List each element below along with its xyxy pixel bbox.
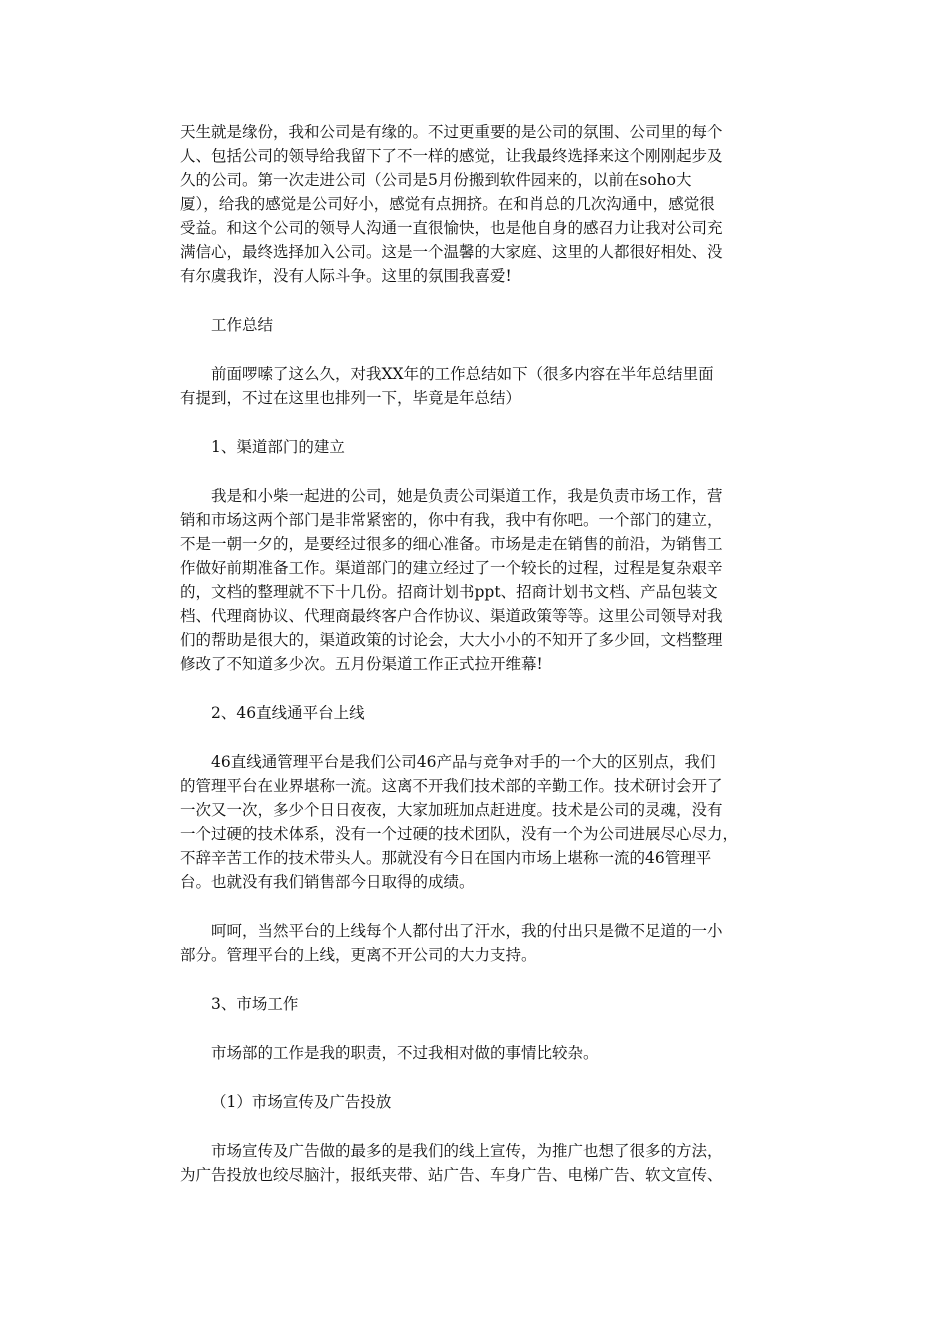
- text-line: 的管理平台在业界堪称一流。这离不开我们技术部的辛勤工作。技术研讨会开了: [180, 777, 723, 795]
- text-line: 市场部的工作是我的职责，不过我相对做的事情比较杂。: [211, 1044, 599, 1062]
- text-line: 有提到，不过在这里也排列一下，毕竟是年总结）: [180, 389, 522, 407]
- paragraph-advertising: [180, 1139, 774, 1187]
- paragraph-summary-intro: [180, 362, 774, 410]
- text-line: 销和市场这两个部门是非常紧密的，你中有我，我中有你吧。一个部门的建立，: [180, 511, 723, 529]
- text-line: 档、代理商协议、代理商最终客户合作协议、渠道政策等等。这里公司领导对我: [180, 607, 723, 625]
- text-line: 一次又一次，多少个日日夜夜，大家加班加点赶进度。技术是公司的灵魂，没有: [180, 801, 723, 819]
- paragraph-channel: [180, 484, 774, 676]
- text-line: 的，文档的整理就不下十几份。招商计划书ppt、招商计划书文档、产品包装文: [180, 583, 718, 601]
- text-line: 呵呵，当然平台的上线每个人都付出了汗水，我的付出只是微不足道的一小: [211, 922, 723, 940]
- paragraph-intro: [180, 120, 774, 288]
- heading-text: 1、渠道部门的建立: [211, 438, 345, 456]
- text-line: 为广告投放也绞尽脑汁，报纸夹带、站广告、车身广告、电梯广告、软文宣传、: [180, 1166, 723, 1184]
- text-line: 满信心，最终选择加入公司。这是一个温馨的大家庭、这里的人都很好相处、没: [180, 243, 723, 261]
- section-heading-work-summary: [180, 313, 774, 337]
- text-line: 厦），给我的感觉是公司好小，感觉有点拥挤。在和肖总的几次沟通中，感觉很: [180, 195, 715, 213]
- text-line: 部分。管理平台的上线，更离不开公司的大力支持。: [180, 946, 537, 964]
- text-line: 作做好前期准备工作。渠道部门的建立经过了一个较长的过程，过程是复杂艰辛: [180, 559, 723, 577]
- text-line: 46直线通管理平台是我们公司46产品与竞争对手的一个大的区别点，我们: [211, 753, 716, 771]
- text-line: 有尔虞我诈，没有人际斗争。这里的氛围我喜爱!: [180, 267, 512, 285]
- text-line: 久的公司。第一次走进公司（公司是5月份搬到软件园来的，以前在soho大: [180, 171, 692, 189]
- paragraph-platform: [180, 750, 774, 894]
- paragraph-market: [180, 1041, 774, 1065]
- section-heading-channel: [180, 435, 774, 459]
- text-line: 不辞辛苦工作的技术带头人。那就没有今日在国内市场上堪称一流的46管理平: [180, 849, 712, 867]
- paragraph-platform-support: [180, 919, 774, 967]
- text-line: 市场宣传及广告做的最多的是我们的线上宣传，为推广也想了很多的方法，: [211, 1142, 723, 1160]
- text-line: 台。也就没有我们销售部今日取得的成绩。: [180, 873, 475, 891]
- text-line: 一个过硬的技术体系，没有一个过硬的技术团队，没有一个为公司进展尽心尽力，: [180, 825, 739, 843]
- heading-text: 3、市场工作: [211, 995, 299, 1013]
- text-line: 前面啰嗦了这么久，对我XX年的工作总结如下（很多内容在半年总结里面: [211, 365, 714, 383]
- section-heading-market: [180, 992, 774, 1016]
- text-line: 不是一朝一夕的，是要经过很多的细心准备。市场是走在销售的前沿，为销售工: [180, 535, 723, 553]
- heading-text: 工作总结: [211, 316, 274, 334]
- text-line: 们的帮助是很大的，渠道政策的讨论会，大大小小的不知开了多少回，文档整理: [180, 631, 723, 649]
- text-line: 受益。和这个公司的领导人沟通一直很愉快，也是他自身的感召力让我对公司充: [180, 219, 723, 237]
- heading-text: （1）市场宣传及广告投放: [211, 1093, 392, 1111]
- document-body: [180, 120, 774, 1187]
- text-line: 人、包括公司的领导给我留下了不一样的感觉，让我最终选择来这个刚刚起步及: [180, 147, 723, 165]
- heading-text: 2、46直线通平台上线: [211, 704, 365, 722]
- text-line: 修改了不知道多少次。五月份渠道工作正式拉开维幕!: [180, 655, 543, 673]
- subsection-heading-advertising: [180, 1090, 774, 1114]
- text-line: 我是和小柴一起进的公司，她是负责公司渠道工作，我是负责市场工作，营: [211, 487, 723, 505]
- section-heading-platform: [180, 701, 774, 725]
- text-line: 天生就是缘份，我和公司是有缘的。不过更重要的是公司的氛围、公司里的每个: [180, 123, 723, 141]
